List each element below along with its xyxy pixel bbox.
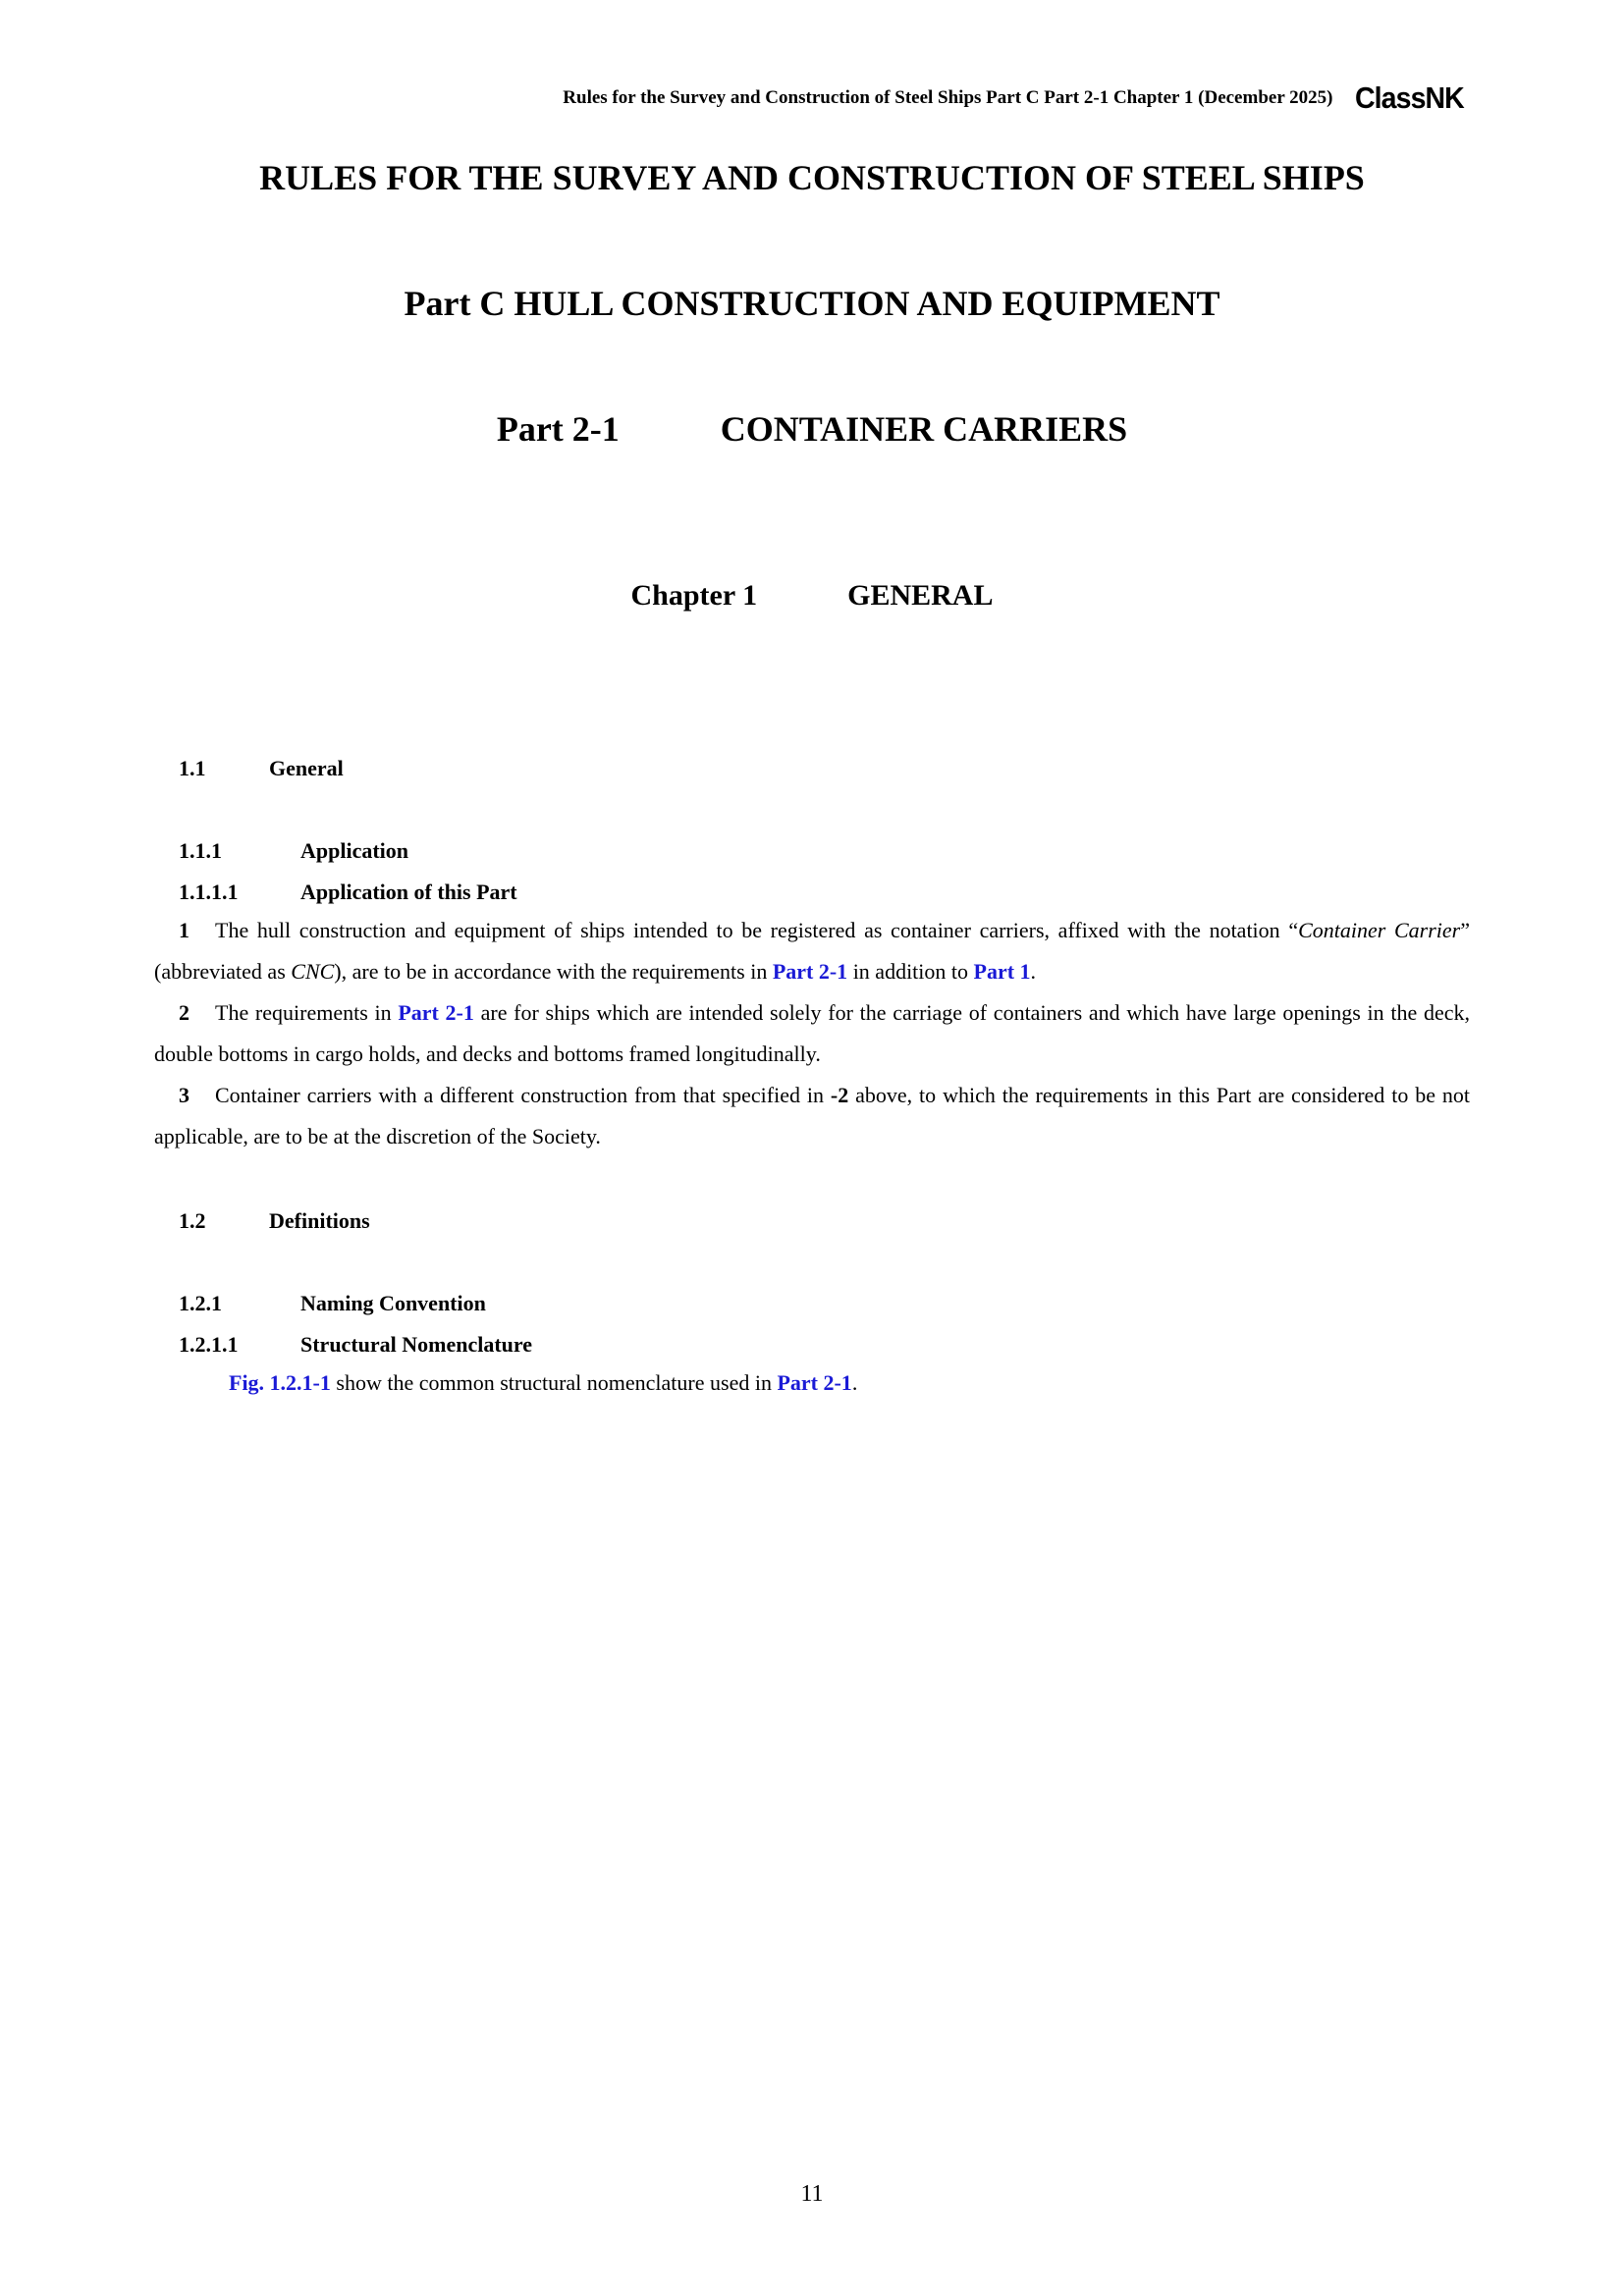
- part-1-link[interactable]: Part 1: [973, 959, 1031, 984]
- section-title: General: [269, 756, 344, 780]
- paragraph-text: in addition to: [847, 959, 974, 984]
- paragraph-text: ), are to be in accordance with the requirements in: [334, 959, 773, 984]
- chapter-title: [0, 579, 1624, 613]
- section-heading-1-1-1-1: [179, 880, 517, 905]
- chapter-name: GENERAL: [847, 579, 994, 612]
- paragraph-text: .: [851, 1370, 858, 1395]
- paragraph-text: above, to which the requirements in this Part are considered to be not applicable, are to be at the discretion of the Society.: [154, 1083, 1470, 1148]
- section-number: 1.1.1.1: [179, 880, 239, 904]
- section-heading-1-1-1: [179, 838, 408, 864]
- paragraph-text: are for ships which are intended solely for the carriage of containers and which have large openings in the deck, double bottoms in cargo holds, and decks and bottoms framed longitudinally.: [154, 1000, 1471, 1066]
- main-title: RULES FOR THE SURVEY AND CONSTRUCTION OF STEEL SHIPS: [259, 158, 1365, 197]
- section-number: 1.2.1: [179, 1291, 222, 1315]
- running-header: [563, 80, 1473, 116]
- part-2-1-link[interactable]: Part 2-1: [772, 959, 848, 984]
- paragraph-text: The requirements in: [215, 1000, 399, 1025]
- paragraph-1: [154, 910, 1470, 992]
- part-number: Part 2-1: [496, 409, 620, 449]
- section-title: Naming Convention: [300, 1291, 486, 1315]
- section-number: 1.2: [179, 1208, 206, 1233]
- section-heading-1-2-1-1: [179, 1332, 532, 1358]
- paragraph-2: [154, 992, 1470, 1075]
- paragraph-number: 1: [179, 918, 189, 942]
- classnk-logo: ClassNK: [1354, 80, 1464, 115]
- paragraph-text: The hull construction and equipment of ships intended to be registered as container carriers, affixed with the notation “: [215, 918, 1299, 942]
- part-2-1-link[interactable]: Part 2-1: [777, 1370, 852, 1395]
- part-title: [0, 408, 1624, 450]
- section-title: Application of this Part: [300, 880, 517, 904]
- paragraph-number: 3: [179, 1083, 189, 1107]
- paragraph-text: show the common structural nomenclature used in: [330, 1370, 778, 1395]
- paragraph-text: ” (abbreviated as: [154, 918, 1471, 984]
- part-2-1-link[interactable]: Part 2-1: [398, 1000, 474, 1025]
- section-heading-1-2-1: [179, 1291, 486, 1316]
- abbreviation-text: CNC: [291, 959, 335, 984]
- paragraph-3: [154, 1075, 1470, 1157]
- section-heading-1-2: [179, 1208, 370, 1234]
- notation-text: Container Carrier: [1298, 918, 1461, 942]
- running-header-title: Rules for the Survey and Construction of Steel Ships Part C Part 2-1 Chapter 1 (December 2025): [563, 87, 1333, 108]
- section-number: 1.1.1: [179, 838, 222, 863]
- paragraph-number: 2: [179, 1000, 189, 1025]
- chapter-number: Chapter 1: [630, 579, 758, 612]
- section-title: Definitions: [269, 1208, 370, 1233]
- part-name: CONTAINER CARRIERS: [720, 409, 1128, 449]
- section-heading-1-1: [179, 756, 344, 781]
- section-number: 1.1: [179, 756, 206, 780]
- paragraph-reference: -2: [830, 1083, 849, 1107]
- page-number: 11: [800, 2181, 824, 2207]
- figure-1-2-1-1-link[interactable]: Fig. 1.2.1-1: [229, 1370, 331, 1395]
- paragraph-nomenclature: [229, 1362, 857, 1404]
- paragraph-text: Container carriers with a different construction from that specified in: [215, 1083, 831, 1107]
- section-title: Application: [300, 838, 409, 863]
- section-number: 1.2.1.1: [179, 1332, 239, 1357]
- section-title: Structural Nomenclature: [300, 1332, 533, 1357]
- paragraph-text: .: [1030, 959, 1037, 984]
- part-c-title: Part C HULL CONSTRUCTION AND EQUIPMENT: [404, 284, 1220, 323]
